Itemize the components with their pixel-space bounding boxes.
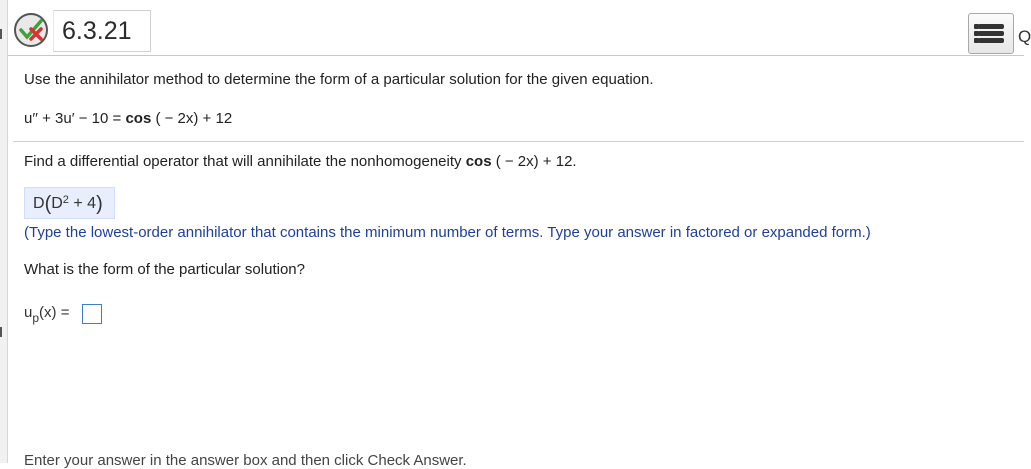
prompt-start: Find a differential operator that will annihilate the nonhomogeneity xyxy=(24,153,466,170)
cut-off-button-label[interactable]: Q xyxy=(1018,27,1031,46)
particular-solution-input[interactable] xyxy=(82,304,102,324)
question-header xyxy=(8,8,1031,56)
rail-marker xyxy=(0,327,2,337)
menu-line xyxy=(978,24,1004,29)
incorrect-partial-icon xyxy=(14,13,48,47)
rail-marker xyxy=(0,29,2,39)
close-paren: ) xyxy=(96,193,103,215)
label-subscript: p xyxy=(32,311,40,325)
question-list-button[interactable] xyxy=(968,13,1014,54)
equation-lhs: u′′ + 3u′ − 10 = xyxy=(24,110,126,127)
section-divider xyxy=(13,141,1024,142)
annihilator-answer xyxy=(33,193,103,216)
menu-line xyxy=(978,31,1004,36)
left-rail xyxy=(0,0,8,463)
prompt-cos: cos xyxy=(465,153,492,170)
annihilator-answer-box[interactable] xyxy=(24,187,115,219)
given-equation xyxy=(24,110,232,128)
answer-exponent: 2 xyxy=(62,194,69,206)
menu-line xyxy=(978,38,1004,43)
problem-instruction: Use the annihilator method to determine the form of a particular solution for the given equation. xyxy=(24,71,654,88)
open-paren: ( xyxy=(44,193,52,215)
prompt-end: ( − 2x) + 12. xyxy=(491,153,577,170)
answer-outer-operator: D xyxy=(33,195,45,212)
particular-solution-question: What is the form of the particular solution? xyxy=(24,261,305,278)
answer-inner-tail: + 4 xyxy=(68,195,97,212)
footer-instruction: Enter your answer in the answer box and then click Check Answer. xyxy=(24,452,467,469)
answer-format-hint: (Type the lowest-order annihilator that contains the minimum number of terms. Type your answer in factored or expanded form.) xyxy=(24,224,871,241)
answer-inner-base: D xyxy=(51,195,63,212)
label-tail: (x) = xyxy=(39,304,70,321)
equation-rhs: ( − 2x) + 12 xyxy=(151,110,233,127)
problem-id: 6.3.21 xyxy=(62,17,132,45)
equation-cos: cos xyxy=(125,110,152,127)
problem-id-box xyxy=(53,10,151,52)
annihilator-prompt xyxy=(24,153,577,170)
label-base: u xyxy=(24,304,33,321)
particular-solution-label xyxy=(24,304,70,325)
